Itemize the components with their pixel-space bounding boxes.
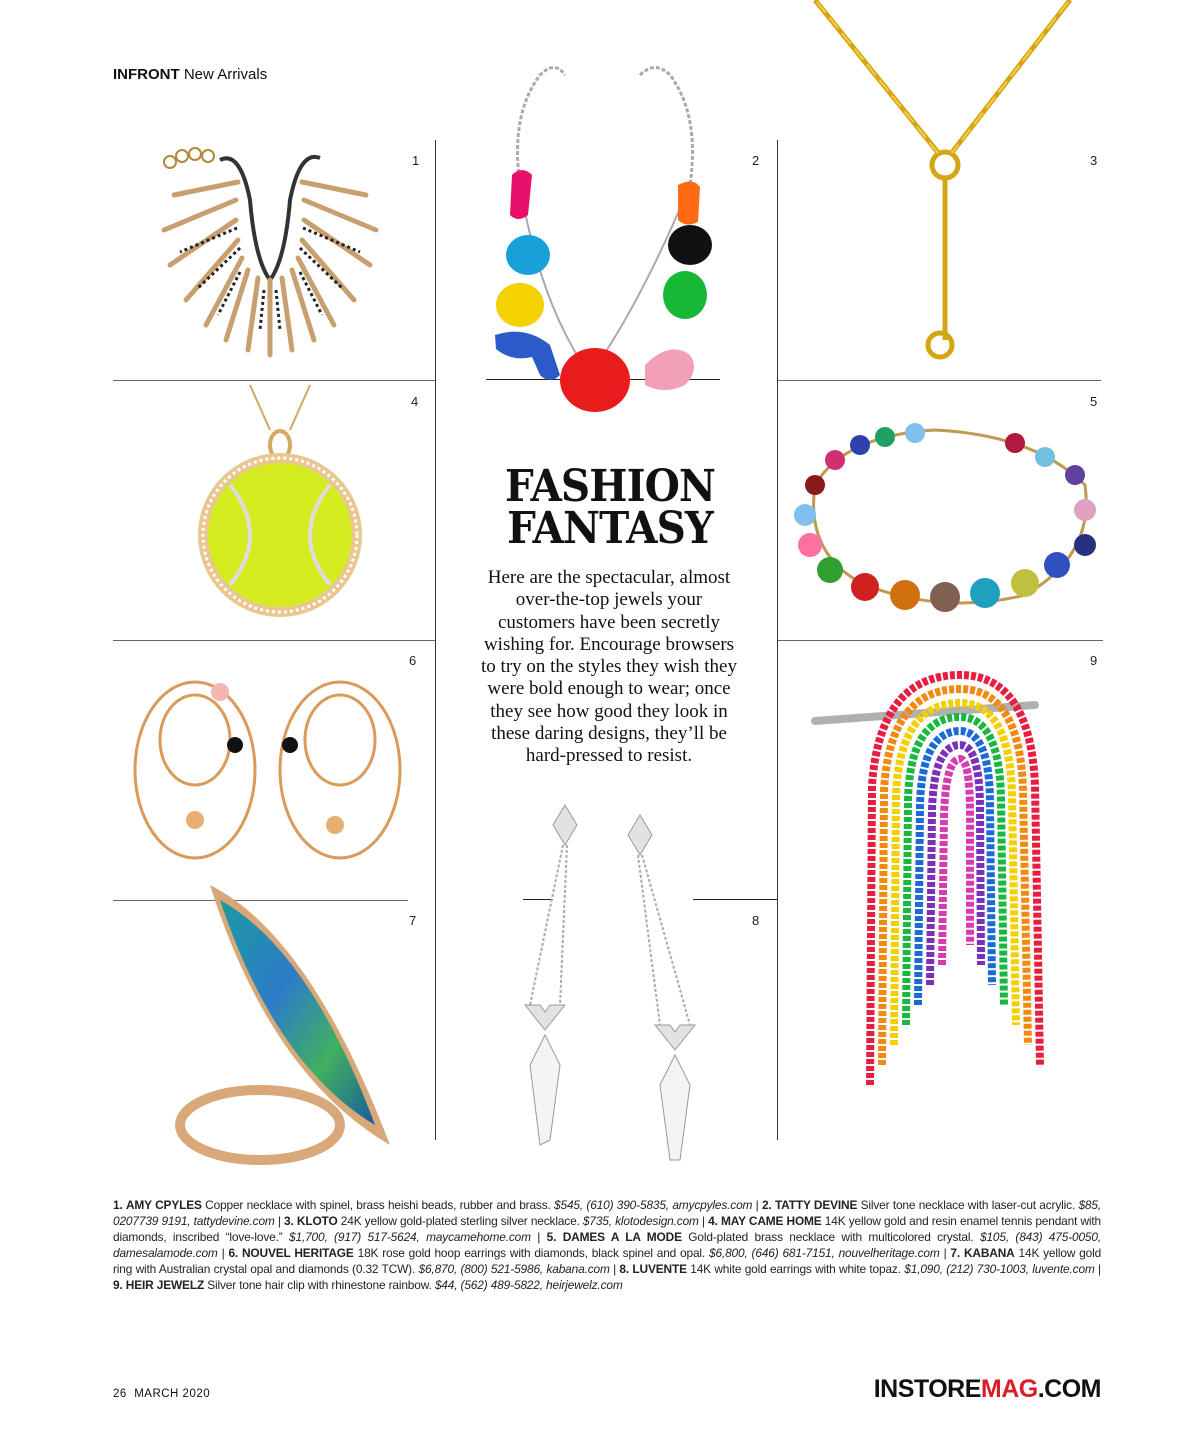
caption-brand: LUVENTE: [632, 1262, 687, 1276]
magazine-brand: [874, 1375, 1101, 1404]
tennis-pendant-image: [180, 385, 380, 635]
caption-info: $85, 0207739 9191, tattydevine.com: [113, 1198, 1101, 1228]
page-number: 26: [113, 1388, 127, 1400]
item-number: 1: [412, 153, 420, 168]
grid-divider: [435, 140, 436, 1140]
caption-brand: TATTY DEVINE: [774, 1198, 858, 1212]
caption-description: Silver tone necklace with laser-cut acrylic.: [860, 1198, 1076, 1212]
fringe-necklace-image: [140, 140, 400, 370]
item-number: 2: [752, 153, 760, 168]
caption-number: 6.: [228, 1246, 239, 1260]
feature-title: [496, 461, 724, 554]
feature-title-line: FASHION: [504, 461, 716, 512]
caption-item: [284, 1214, 699, 1228]
caption-brand: DAMES A LA MODE: [562, 1230, 682, 1244]
caption-info: $735, klotodesign.com: [582, 1214, 699, 1228]
page-footer: [113, 1388, 210, 1400]
grid-divider: [113, 380, 435, 381]
opal-ring-image: [160, 875, 410, 1175]
caption-brand: KLOTO: [296, 1214, 338, 1228]
section-header: [113, 66, 267, 83]
caption-description: Copper necklace with spinel, brass heishi beads, rubber and brass.: [205, 1198, 551, 1212]
caption-brand: HEIR JEWELZ: [125, 1278, 205, 1292]
caption-info: $1,700, (917) 517-5624, maycamehome.com: [289, 1230, 531, 1244]
subsection-name: New Arrivals: [183, 66, 268, 83]
acrylic-necklace-image: [480, 55, 730, 425]
section-name: INFRONT: [113, 66, 180, 83]
caption-description: 14K white gold earrings with white topaz.: [690, 1262, 901, 1276]
caption-brand: NOUVEL HERITAGE: [241, 1246, 354, 1260]
rainbow-hair-clip-image: [800, 665, 1100, 1105]
caption-item: [619, 1262, 1094, 1276]
caption-number: 7.: [950, 1246, 961, 1260]
caption-description: Gold-plated brass necklace with multicolored crystal.: [688, 1230, 974, 1244]
caption-info: $105, (843) 475-0050, damesalamode.com: [113, 1230, 1102, 1260]
issue-date: MARCH 2020: [134, 1388, 211, 1400]
caption-info: $1,090, (212) 730-1003, luvente.com: [904, 1262, 1095, 1276]
caption-number: 9.: [113, 1278, 123, 1292]
gold-chain-necklace-image: [805, 0, 1085, 370]
caption-info: $6,800, (646) 681-7151, nouvelheritage.com: [709, 1246, 940, 1260]
brand-part: .COM: [1037, 1375, 1101, 1403]
product-captions: 1. AMY CPYLES Copper necklace with spinel, brass heishi beads, rubber and brass. $545, (610) 390-5835, amycpyles.com | 2. TATTY DEVINE Silver tone necklace with laser-cut acrylic. $85, 0207739 9191, tattydevine.com | 3. KLOTO 24K yellow gold-plated sterling silver necklace. $735, klotodesign.com | 4. MAY CAME HOME 14K yellow gold and resin enamel tennis pendant with diamonds, inscribed “love-love.” $1,700, (917) 517-5624, maycamehome.com | 5. DAMES A LA MODE Gold-plated brass necklace with multicolored crystal. $105, (843) 475-0050, damesalamode.com | 6. NOUVEL HERITAGE 18K rose gold hoop earrings with diamonds, black spinel and opal. $6,800, (646) 681-7151, nouvelheritage.com | 7. KABANA 14K yellow gold ring with Australian crystal opal and diamonds (0.32 TCW). $6,870, (800) 521-5986, kabana.com | 8. LUVENTE 14K white gold earrings with white topaz. $1,090, (212) 730-1003, luvente.com | 9. HEIR JEWELZ Silver tone hair clip with rhinestone rainbow. $44, (562) 489-5822, heirjewelz.com: [113, 1198, 1102, 1292]
item-number: 6: [409, 653, 417, 668]
grid-divider: [778, 380, 1101, 381]
caption-description: 14K yellow gold ring with Australian crystal opal and diamonds (0.32 TCW).: [113, 1246, 1102, 1276]
crystal-necklace-image: [785, 405, 1105, 625]
brand-part: INSTORE: [873, 1375, 981, 1403]
caption-number: 2.: [761, 1198, 772, 1212]
caption-brand: AMY CPYLES: [125, 1198, 202, 1212]
grid-divider: [778, 640, 1103, 641]
caption-brand: MAY CAME HOME: [721, 1214, 822, 1228]
caption-description: 18K rose gold hoop earrings with diamonds, black spinel and opal.: [357, 1246, 706, 1260]
grid-divider: [113, 640, 435, 641]
item-number: 4: [411, 394, 419, 409]
item-number: 8: [752, 913, 760, 928]
item-number: 3: [1090, 153, 1098, 168]
caption-number: 1.: [113, 1198, 123, 1212]
item-number: 7: [409, 913, 417, 928]
feature-title-line: FANTASY: [507, 503, 713, 554]
caption-info: $545, (610) 390-5835, amycpyles.com: [554, 1198, 753, 1212]
caption-item: [228, 1246, 939, 1260]
caption-info: $44, (562) 489-5822, heirjewelz.com: [434, 1278, 623, 1292]
hoop-earrings-image: [120, 670, 420, 870]
drop-earrings-image: [505, 800, 725, 1160]
caption-number: 8.: [619, 1262, 630, 1276]
item-number: 5: [1090, 394, 1098, 409]
caption-description: 24K yellow gold-plated sterling silver necklace.: [340, 1214, 580, 1228]
caption-item: [113, 1198, 752, 1212]
caption-description: Silver tone hair clip with rhinestone rainbow.: [207, 1278, 432, 1292]
caption-number: 5.: [546, 1230, 557, 1244]
caption-item: [113, 1278, 623, 1292]
brand-part: MAG: [980, 1375, 1038, 1403]
caption-brand: KABANA: [963, 1246, 1015, 1260]
caption-number: 4.: [708, 1214, 718, 1228]
item-number: 9: [1090, 653, 1098, 668]
feature-intro: Here are the spectacular, almost over-the-top jewels your customers have been secretly wishing for. Encourage browsers to try on the styles they wish they were bold enough to wear; once they see how good they look in these daring designs, they’ll be hard-pressed to resist.: [481, 567, 737, 767]
caption-description: 14K yellow gold and resin enamel tennis pendant with diamonds, inscribed “love-love.”: [113, 1214, 1102, 1244]
caption-info: $6,870, (800) 521-5986, kabana.com: [418, 1262, 610, 1276]
caption-number: 3.: [284, 1214, 294, 1228]
